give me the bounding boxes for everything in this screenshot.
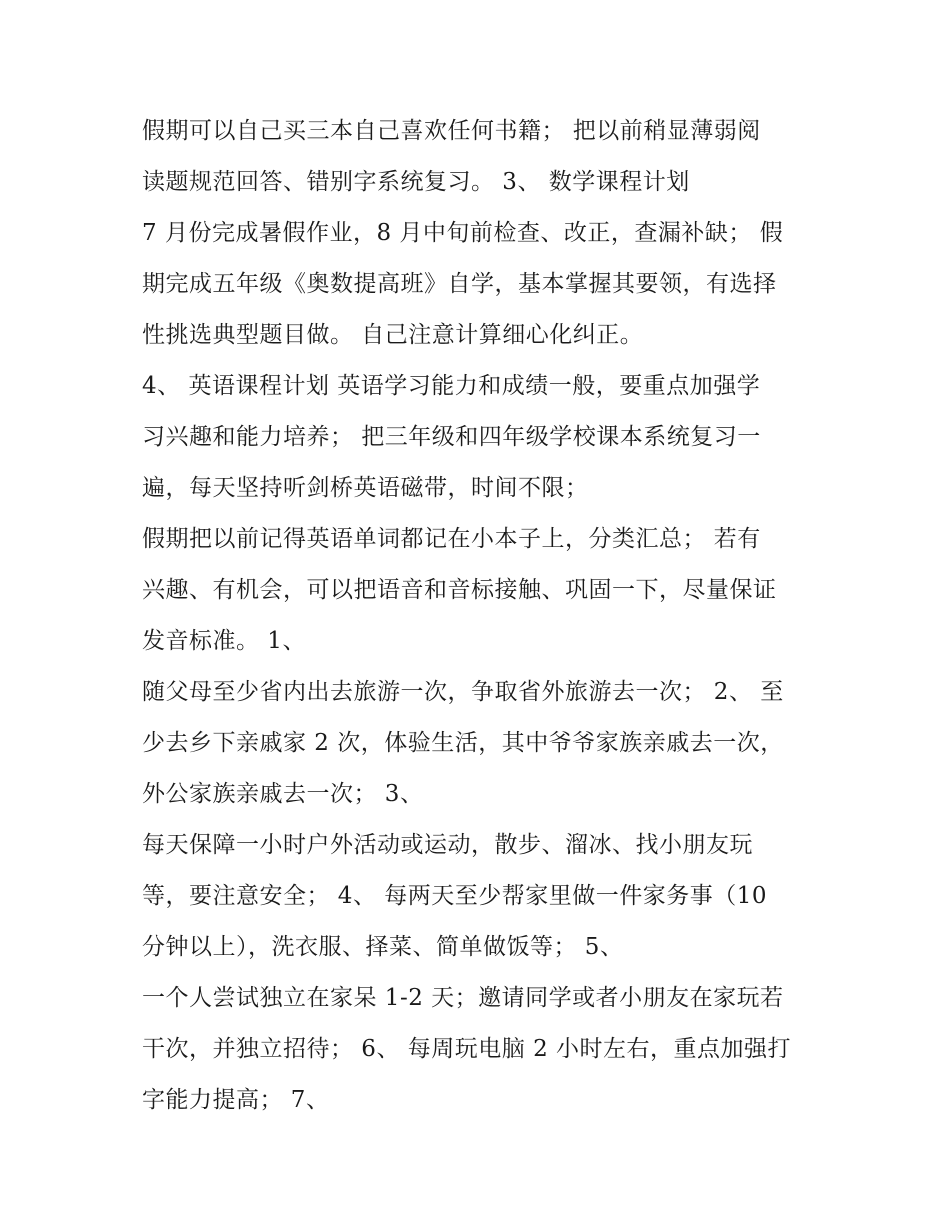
text-line: 随父母至少省内出去旅游一次，争取省外旅游去一次； 2、 至 (142, 679, 784, 705)
text-line: 读题规范回答、错别字系统复习。 3、 数学课程计划 (142, 169, 690, 195)
text-line: 假期把以前记得英语单词都记在小本子上，分类汇总； 若有 (142, 526, 761, 552)
body-text (142, 106, 832, 1126)
text-line: 习兴趣和能力培养； 把三年级和四年级学校课本系统复习一 (142, 424, 761, 450)
text-line: 4、 英语课程计划 英语学习能力和成绩一般，要重点加强学 (142, 373, 761, 399)
text-line: 发音标准。 1、 (142, 628, 306, 654)
text-line: 性挑选典型题目做。 自己注意计算细心化纠正。 (142, 322, 644, 348)
text-line: 外公家族亲戚去一次； 3、 (142, 781, 424, 807)
text-line: 分钟以上），洗衣服、择菜、简单做饭等； 5、 (142, 934, 624, 960)
text-line: 兴趣、有机会，可以把语音和音标接触、巩固一下，尽量保证 (142, 577, 777, 603)
text-line: 遍，每天坚持听剑桥英语磁带，时间不限； (142, 475, 589, 501)
text-line: 期完成五年级《奥数提高班》自学，基本掌握其要领，有选择 (142, 271, 777, 297)
text-line: 假期可以自己买三本自己喜欢任何书籍； 把以前稍显薄弱阅 (142, 118, 761, 144)
text-line: 每天保障一小时户外活动或运动，散步、溜冰、找小朋友玩 (142, 832, 753, 858)
text-line: 等，要注意安全； 4、 每两天至少帮家里做一件家务事（10 (142, 883, 768, 909)
text-line: 干次，并独立招待； 6、 每周玩电脑 2 小时左右，重点加强打 (142, 1036, 792, 1062)
text-line: 一个人尝试独立在家呆 1-2 天；邀请同学或者小朋友在家玩若 (142, 985, 784, 1011)
text-line: 少去乡下亲戚家 2 次，体验生活，其中爷爷家族亲戚去一次， (142, 730, 784, 756)
text-line: 7 月份完成暑假作业，8 月中旬前检查、改正，查漏补缺； 假 (142, 220, 784, 246)
text-line: 字能力提高； 7、 (142, 1087, 330, 1113)
